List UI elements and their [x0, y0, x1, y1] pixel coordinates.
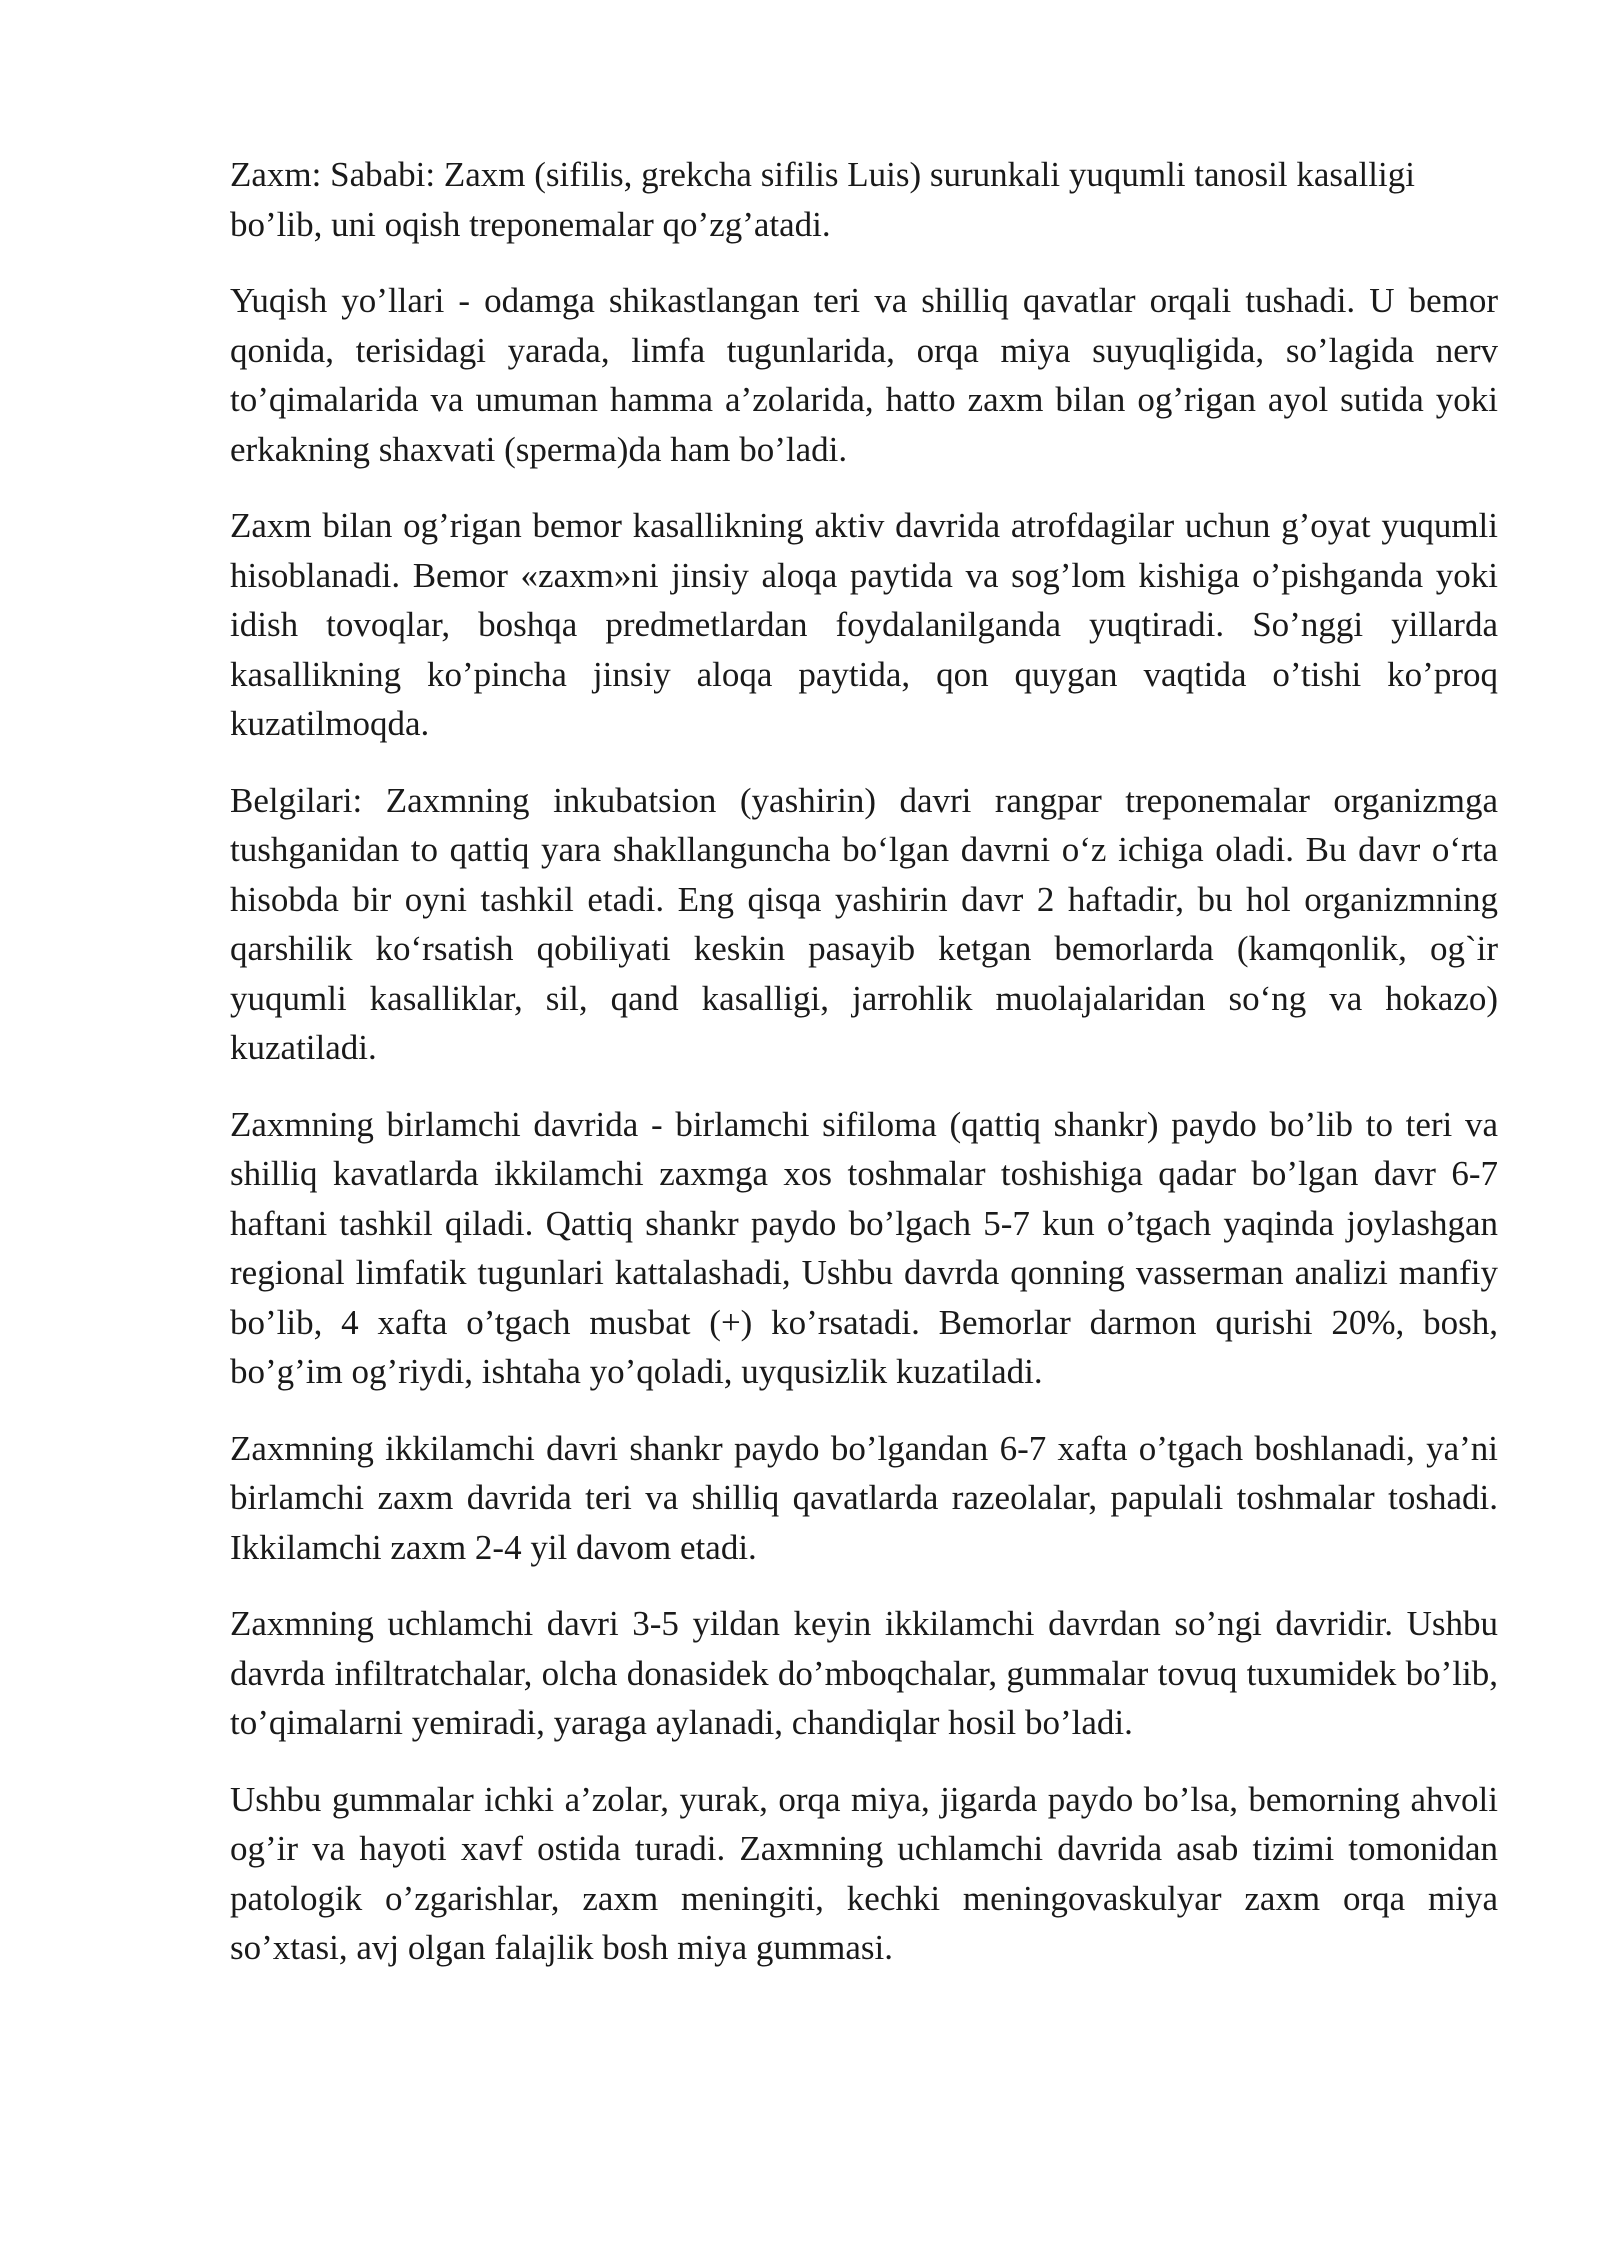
paragraph-primary-stage: Zaxmning birlamchi davrida - birlamchi sifiloma (qattiq shankr) paydo bo’lib to teri va shilliq kavatlarda ikkilamchi zaxmga xos toshmalar toshishiga qadar bo’lgan davr 6-7 haftani tashkil qiladi. Qattiq shankr paydo bo’lgach 5-7 kun o’tgach yaqinda joylashgan regional limfatik tugunlari kattalashadi, Ushbu davrda qonning vasserman analizi manfiy bo’lib, 4 xafta o’tgach musbat (+) ko’rsatadi. Bemorlar darmon qurishi 20%, bosh, bo’g’im og’riydi, ishtaha yo’qoladi, uyqusizlik kuzatiladi. [230, 1104, 1498, 1391]
paragraph-transmission: Yuqish yo’llari - odamga shikastlangan teri va shilliq qavatlar orqali tushadi. U bemor qonida, terisidagi yarada, limfa tugunlarida, orqa miya suyuqligida, so’lagida nerv to’qimalarida va umuman hamma a’zolarida, hatto zaxm bilan og’rigan ayol sutida yoki erkakning shaxvati (sperma)da ham bo’ladi. [230, 281, 1498, 469]
paragraph-cause: Zaxm: Sababi: Zaxm (sifilis, grekcha sifilis Luis) surunkali yuqumli tanosil kasalligi bo’lib, uni oqish treponemalar qo’zg’atadi. [230, 155, 1415, 244]
paragraph-tertiary-stage: Zaxmning uchlamchi davri 3-5 yildan keyin ikkilamchi davrdan so’ngi davridir. Ushbu davrda infiltratchalar, olcha donasidek do’mboqchalar, gummalar tovuq tuxumidek bo’lib, to’qimalarni yemiradi, yaraga aylanadi, chandiqlar hosil bo’ladi. [230, 1604, 1498, 1742]
paragraph-symptoms: Belgilari: Zaxmning inkubatsion (yashirin) davri rangpar treponemalar organizmga tushganidan to qattiq yara shakllanguncha bo‘lgan davrni o‘z ichiga oladi. Bu davr o‘rta hisobda bir oyni tashkil etadi. Eng qisqa yashirin davr 2 haftadir, bu hol organizmning qarshilik ko‘rsatish qobiliyati keskin pasayib ketgan bemorlarda (kamqonlik, og`ir yuqumli kasalliklar, sil, qand kasalligi, jarrohlik muolajalaridan so‘ng va hokazo) kuzatiladi. [230, 780, 1498, 1067]
paragraph-contagiousness: Zaxm bilan og’rigan bemor kasallikning aktiv davrida atrofdagilar uchun g’oyat yuqumli hisoblanadi. Bemor «zaxm»ni jinsiy aloqa paytida va sog’lom kishiga o’pishganda yoki idish tovoqlar, boshqa predmetlardan foydalanilganda yuqtiradi. So’nggi yillarda kasallikning ko’pincha jinsiy aloqa paytida, qon quygan vaqtida o’tishi ko’proq kuzatilmoqda. [230, 506, 1498, 743]
paragraph-secondary-stage: Zaxmning ikkilamchi davri shankr paydo bo’lgandan 6-7 xafta o’tgach boshlanadi, ya’ni birlamchi zaxm davrida teri va shilliq qavatlarda razeolalar, papulali toshmalar toshadi. Ikkilamchi zaxm 2-4 yil davom etadi. [230, 1428, 1498, 1567]
paragraph-gummas: Ushbu gummalar ichki a’zolar, yurak, orqa miya, jigarda paydo bo’lsa, bemorning ahvoli og’ir va hayoti xavf ostida turadi. Zaxmning uchlamchi davrida asab tizimi tomonidan patologik o’zgarishlar, zaxm meningiti, kechki meningovaskulyar zaxm orqa miya so’xtasi, avj olgan falajlik bosh miya gummasi. [230, 1779, 1498, 1967]
document-body [230, 150, 1498, 2000]
